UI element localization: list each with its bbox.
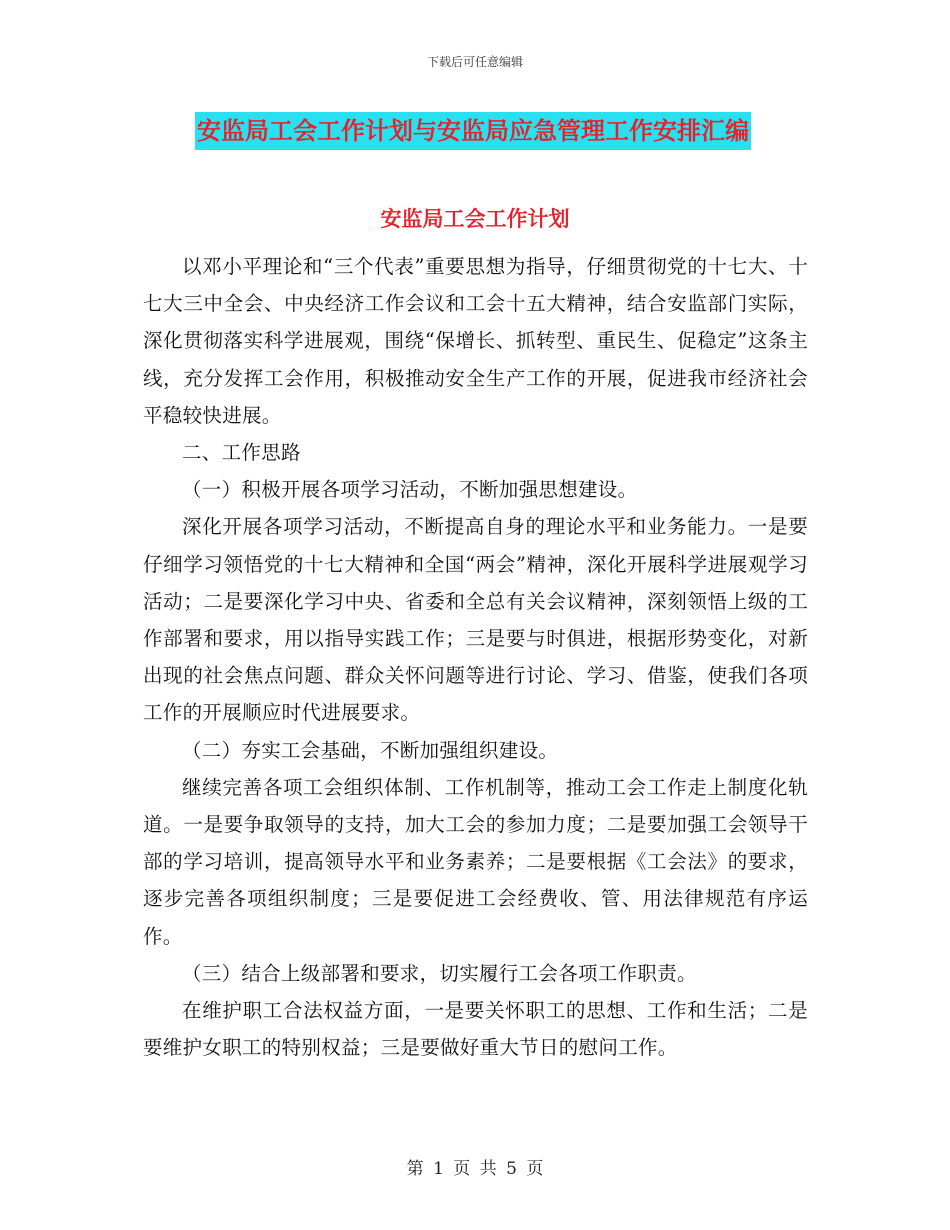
paragraph-intro: 以邓小平理论和“三个代表”重要思想为指导，仔细贯彻党的十七大、十七大三中全会、中央经济工作会议和工会十五大精神，结合安监部门实际，深化贯彻落实科学进展观，围绕“保增长、抓转型、重民生、促稳定”这条主线，充分发挥工会作用，积极推动安全生产工作的开展，促进我市经济社会平稳较快进展。 — [143, 255, 808, 427]
document-title: 安监局工会工作计划与安监局应急管理工作安排汇编 — [195, 112, 751, 150]
subheading-organization: （二）夯实工会基础，不断加强组织建设。 — [182, 738, 559, 762]
section-title: 安监局工会工作计划 — [380, 206, 570, 231]
page-number: 第 1 页 共 5 页 — [406, 1159, 544, 1179]
page-header-note: 下载后可任意编辑 — [426, 55, 523, 69]
subheading-study: （一）积极开展各项学习活动，不断加强思想建设。 — [182, 478, 638, 502]
paragraph-study: 深化开展各项学习活动，不断提高自身的理论水平和业务能力。一是要仔细学习领悟党的十七大精神和全国“两会”精神，深化开展科学进展观学习活动；二是要深化学习中央、省委和全总有关会议精神，深刻领悟上级的工作部署和要求，用以指导实践工作；三是要与时俱进，根据形势变化，对新出现的社会焦点问题、群众关怀问题等进行讨论、学习、借鉴，使我们各项工作的开展顺应时代进展要求。 — [143, 515, 808, 725]
paragraph-organization: 继续完善各项工会组织体制、工作机制等，推动工会工作走上制度化轨道。一是要争取领导的支持，加大工会的参加力度；二是要加强工会领导干部的学习培训，提高领导水平和业务素养；二是要根据《工会法》的要求，逐步完善各项组织制度；三是要促进工会经费收、管、用法律规范有序运作。 — [143, 775, 808, 948]
subheading-duties: （三）结合上级部署和要求，切实履行工会各项工作职责。 — [182, 961, 697, 985]
document-body — [143, 248, 808, 1066]
paragraph-duties: 在维护职工合法权益方面，一是要关怀职工的思想、工作和生活；二是要维护女职工的特别权益；三是要做好重大节日的慰问工作。 — [143, 999, 808, 1060]
heading-work-ideas: 二、工作思路 — [182, 441, 301, 465]
